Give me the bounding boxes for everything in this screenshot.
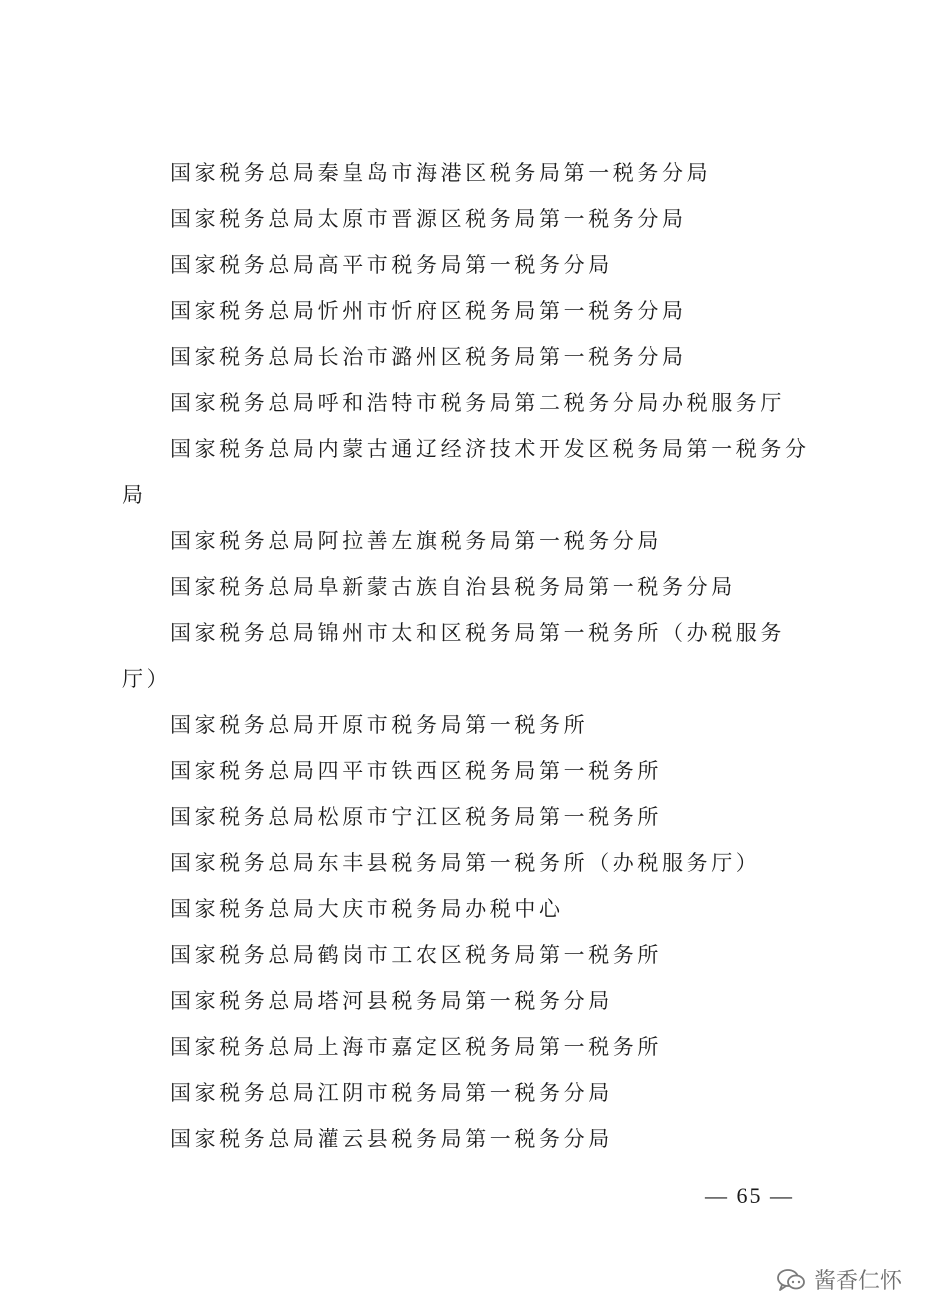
list-item: 国家税务总局灌云县税务局第一税务分局 (170, 1127, 613, 1151)
list-item: 国家税务总局秦皇岛市海港区税务局第一税务分局 (170, 161, 712, 185)
wechat-channel-icon (776, 1267, 806, 1293)
list-item: 国家税务总局松原市宁江区税务局第一税务所 (170, 805, 662, 829)
list-item: 国家税务总局呼和浩特市税务局第二税务分局办税服务厅 (170, 391, 785, 415)
tax-bureau-list (122, 150, 822, 1162)
list-item: 国家税务总局太原市晋源区税务局第一税务分局 (170, 207, 687, 231)
list-item: 国家税务总局忻州市忻府区税务局第一税务分局 (170, 299, 687, 323)
list-item: 国家税务总局江阴市税务局第一税务分局 (170, 1081, 613, 1105)
page-number: — 65 — (705, 1183, 794, 1208)
watermark-text: 酱香仁怀 (813, 1269, 902, 1294)
list-item: 国家税务总局塔河县税务局第一税务分局 (170, 989, 613, 1013)
list-item: 国家税务总局东丰县税务局第一税务所（办税服务厅） (170, 851, 761, 875)
list-item: 国家税务总局内蒙古通辽经济技术开发区税务局第一税务分局 (122, 437, 810, 507)
list-item: 国家税务总局开原市税务局第一税务所 (170, 713, 589, 737)
list-item: 国家税务总局四平市铁西区税务局第一税务所 (170, 759, 662, 783)
list-item: 国家税务总局高平市税务局第一税务分局 (170, 253, 613, 277)
list-item: 国家税务总局鹤岗市工农区税务局第一税务所 (170, 943, 662, 967)
list-item: 国家税务总局上海市嘉定区税务局第一税务所 (170, 1035, 662, 1059)
list-item: 国家税务总局长治市潞州区税务局第一税务分局 (170, 345, 687, 369)
list-item: 国家税务总局大庆市税务局办税中心 (170, 897, 564, 921)
list-item: 国家税务总局阿拉善左旗税务局第一税务分局 (170, 529, 662, 553)
watermark (776, 1264, 902, 1295)
list-item: 国家税务总局锦州市太和区税务局第一税务所（办税服务厅） (122, 621, 785, 691)
list-item: 国家税务总局阜新蒙古族自治县税务局第一税务分局 (170, 575, 736, 599)
